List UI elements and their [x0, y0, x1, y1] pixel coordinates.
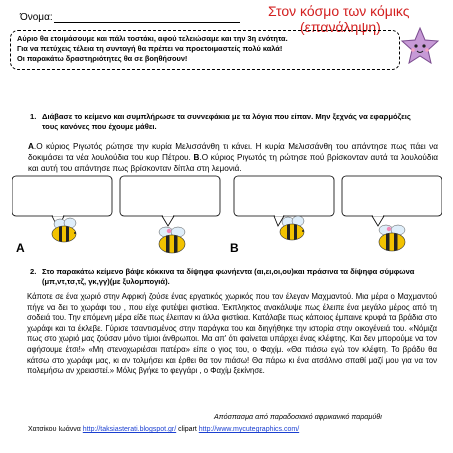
story-source: Απόσπασμα από παραδοσιακό αφρικανικό παραμύθι	[214, 412, 382, 421]
exercise-1-passage	[28, 141, 438, 174]
page-title: Στον κόσμο των κόμικς	[268, 3, 410, 19]
blog-link[interactable]: http://taksiasterati.blogspot.gr/	[82, 426, 177, 433]
bee-icon	[379, 225, 405, 251]
name-label: Όνομα:	[20, 12, 53, 23]
name-field-line[interactable]	[54, 22, 240, 23]
exercise-1-number: 1.	[30, 112, 37, 121]
speech-bubble-b-right[interactable]	[342, 176, 442, 226]
panel-letter-a: A	[16, 241, 25, 254]
bee-icon	[280, 216, 304, 240]
story-text: Κάποτε σε ένα χωριό στην Αφρική ζούσε ένας εργατικός χωρικός που τον έλεγαν Μαχμαντού. Μια μέρα ο Μαχμαντού πήγε να δει το χωράφι του , που είχε φυτέψει φιστίκια. Έκπληκτος ανακάλυψε πως έλειπε ένα μεγάλο μέρος από τη σοδειά του. Την επόμενη μέρα είδε πως έλειπαν κι άλλα φιστίκια. Κατάλαβε πως κάποιος έμπαινε κρυφά τα βράδια στο χωράφι και τα έκλεβε. Γύρισε τσαντισμένος στην παράγκα του και διηγήθηκε την ιστορία στην οικογένειά του. «Νόμιζα πως στο χωριό μας ζούσαν μόνο τίμιοι άνθρωποι. Μα απ' ότι φαίνεται υπάρχει ένας κλέφτης. Και δεν μπορούμε να τον αφήσουμε έτσι!» «Μη στενοχωριέσαι πατέρα» είπε ο γιος του, ο Φαχίμ. «Θα πιάσω εγώ τον κλέφτη. Το βράδυ θα κάτσω στο χωράφι μας, κι αν τολμήσει και έρθει θα τον πιάσω! Θα πάρω κι ένα ατσάλινο σπαθί μαζί μου για να τον πολεμήσω αν χρειαστεί.» Μόλις βγήκε το φεγγάρι , ο Φαχίμ ξεκίνησε.	[27, 292, 437, 376]
intro-line-3: Οι παρακάτω δραστηριότητες θα σε βοηθήσουν!	[17, 54, 188, 63]
clipart-label: clipart	[178, 426, 197, 433]
clipart-link[interactable]: http://www.mycutegraphics.com/	[198, 426, 300, 433]
speech-bubble-a-right[interactable]	[120, 176, 220, 226]
exercise-2-text: Στο παρακάτω κείμενο βάψε κόκκινα τα δίψηφα φωνήεντα (αι,ει,οι,ου)και πράσινα τα δίψηφα σύμφωνα (μπ,ντ,τσ,τζ, γκ,γγ)(με ξυλομπογιά).	[42, 267, 415, 286]
comic-panels	[12, 174, 442, 254]
exercise-1-text: Διάβασε το κείμενο και συμπλήρωσε τα συννεφάκια με τα λόγια που είπαν. Μην ξεχνάς να εφαρμόζεις τους κανόνες που έχουμε μάθει.	[42, 112, 411, 131]
label-b: Β	[193, 153, 200, 162]
exercise-1-instruction	[30, 112, 422, 132]
passage-b: .Ο κύριος Ριγωτός τη ρώτησε πού βρίσκονταν αυτά τα λουλούδια και αυτή του απάντησε πως βρίσκονταν δίπλα στη λεμονιά.	[28, 153, 438, 173]
star-mascot-icon	[399, 26, 441, 66]
intro-line-2: Για να πετύχεις τέλεια τη συνταγή θα πρέπει να προετοιμαστείς πολύ καλά!	[17, 44, 283, 53]
passage-a: .Ο κύριος Ριγωτός ρώτησε την κυρία Μελισσάνθη τι κάνει. Η κυρία Μελισσάνθη του απάντησε πως πάει να δοκιμάσει τα νέα λουλούδια του κυρ Πέτρου.	[28, 142, 438, 162]
page-subtitle: (επανάληψη)	[300, 19, 381, 35]
credits-line	[28, 426, 299, 433]
intro-line-1: Αύριο θα ετοιμάσουμε και πάλι τοστάκι, αφού τελειώσαμε και την 3η ενότητα.	[17, 34, 288, 43]
label-a: Α	[28, 142, 34, 151]
intro-box	[10, 30, 400, 70]
exercise-2-number: 2.	[30, 267, 37, 276]
panel-letter-b: B	[230, 241, 239, 254]
bee-icon	[159, 227, 185, 253]
bee-icon	[52, 218, 76, 242]
credit-author: Χατσίκου Ιωάννα	[28, 426, 81, 433]
exercise-2-instruction	[30, 267, 432, 287]
